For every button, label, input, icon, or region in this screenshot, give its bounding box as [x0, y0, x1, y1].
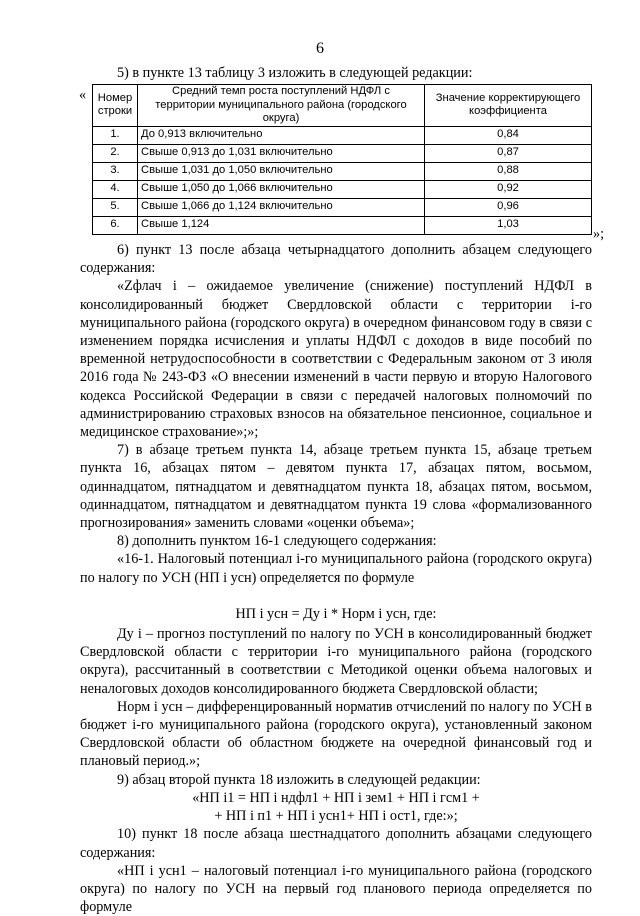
- row-number: 2.: [93, 144, 138, 162]
- row-rate: Свыше 1,050 до 1,066 включительно: [138, 180, 425, 198]
- paragraph-zflach-definition: «Zфлач i – ожидаемое увеличение (снижение) поступлений НДФЛ в консолидированный бюджет Свердловской области с территории i-го муниципального района (городского округа) в очередном финансовом году в связи с изменением порядка исчисления и уплаты НДФЛ с доходов в виде пособий по временной нетрудоспособности в соответствии с Федеральным законом от 3 июля 2016 года № 243-ФЗ «О внесении изменений в части первую и вторую Налогового кодекса Российской Федерации в связи с передачей налоговых полномочий по администрированию страховых взносов на обязательное пенсионное, социальное и медицинское страхование»;»;: [80, 278, 592, 441]
- paragraph-du-definition: Ду i – прогноз поступлений по налогу по УСН в консолидированный бюджет Свердловской области с территории i-го муниципального района (городского округа), рассчитанный в соответствии с Методикой оценки объема налоговых и неналоговых доходов консолидированного бюджета Свердловской области;: [80, 626, 592, 697]
- paragraph-np-usn1-definition: «НП i усн1 – налоговый потенциал i-го муниципального района (городского округа) по налогу по УСН на первый год планового периода определяется по формуле: [80, 862, 592, 916]
- coefficient-table: [92, 84, 592, 235]
- opening-quote: «: [79, 87, 87, 103]
- formula-np-i1-line1: «НП i1 = НП i ндфл1 + НП i зем1 + НП i гсм1 +: [192, 789, 480, 806]
- paragraph-16-1: «16-1. Налоговый потенциал i-го муниципального района (городского округа) по налогу по УСН (НП i усн) определяется по формуле: [80, 551, 592, 586]
- table-row: [93, 216, 592, 234]
- paragraph-item-10: 10) пункт 18 после абзаца шестнадцатого дополнить абзацами следующего содержания:: [80, 826, 592, 861]
- table-row: [93, 126, 592, 144]
- document-body: [80, 241, 592, 916]
- table-row: [93, 180, 592, 198]
- paragraph-item-9: 9) абзац второй пункта 18 изложить в следующей редакции:: [117, 771, 481, 788]
- row-value: 0,84: [425, 126, 592, 144]
- header-row-number: Номер строки: [93, 85, 138, 127]
- table-row: [93, 144, 592, 162]
- formula-np-i1-line2: + НП i п1 + НП i усн1+ НП i ост1, где:»;: [214, 808, 458, 825]
- row-rate: Свыше 1,031 до 1,050 включительно: [138, 162, 425, 180]
- row-value: 0,87: [425, 144, 592, 162]
- paragraph-item-6: 6) пункт 13 после абзаца четырнадцатого дополнить абзацем следующего содержания:: [80, 242, 592, 277]
- paragraph-norm-definition: Норм i усн – дифференцированный норматив отчислений по налогу по УСН в бюджет i-го муниципального района (городского округа), установленный законом Свердловской области об областном бюджете на очередной финансовый год и плановый период.»;: [80, 698, 592, 770]
- row-rate: Свыше 0,913 до 1,031 включительно: [138, 144, 425, 162]
- paragraph-item-8: 8) дополнить пунктом 16-1 следующего содержания:: [117, 533, 437, 550]
- row-number: 4.: [93, 180, 138, 198]
- table-header-row: [93, 85, 592, 127]
- row-value: 1,03: [425, 216, 592, 234]
- table-row: [93, 198, 592, 216]
- row-number: 5.: [93, 198, 138, 216]
- row-number: 3.: [93, 162, 138, 180]
- row-number: 6.: [93, 216, 138, 234]
- page-number: 6: [316, 40, 324, 57]
- row-value: 0,92: [425, 180, 592, 198]
- row-rate: До 0,913 включительно: [138, 126, 425, 144]
- paragraph-item-7: 7) в абзаце третьем пункта 14, абзаце третьем пункта 15, абзаце третьем пункта 16, абзацах пятом – девятом пункта 17, абзацах пятом, восьмом, одиннадцатом, пятнадцатом и девятнадцатом пункта 18, абзацах пятом, восьмом, одиннадцатом, пятнадцатом и девятнадцатом пункта 19 слова «формализованного прогнозирования» заменить словами «оценки объема»;: [80, 442, 592, 532]
- closing-quote: »;: [593, 226, 605, 242]
- row-number: 1.: [93, 126, 138, 144]
- header-coefficient: Значение корректирующего коэффициента: [425, 85, 592, 127]
- row-value: 0,96: [425, 198, 592, 216]
- row-value: 0,88: [425, 162, 592, 180]
- row-rate: Свыше 1,124: [138, 216, 425, 234]
- row-rate: Свыше 1,066 до 1,124 включительно: [138, 198, 425, 216]
- header-growth-rate: Средний темп роста поступлений НДФЛ с территории муниципального района (городского округа): [138, 85, 425, 127]
- intro-line: 5) в пункте 13 таблицу 3 изложить в следующей редакции:: [117, 65, 473, 81]
- formula-np-usn: НП i усн = Ду i * Норм i усн, где:: [235, 605, 437, 622]
- table-row: [93, 162, 592, 180]
